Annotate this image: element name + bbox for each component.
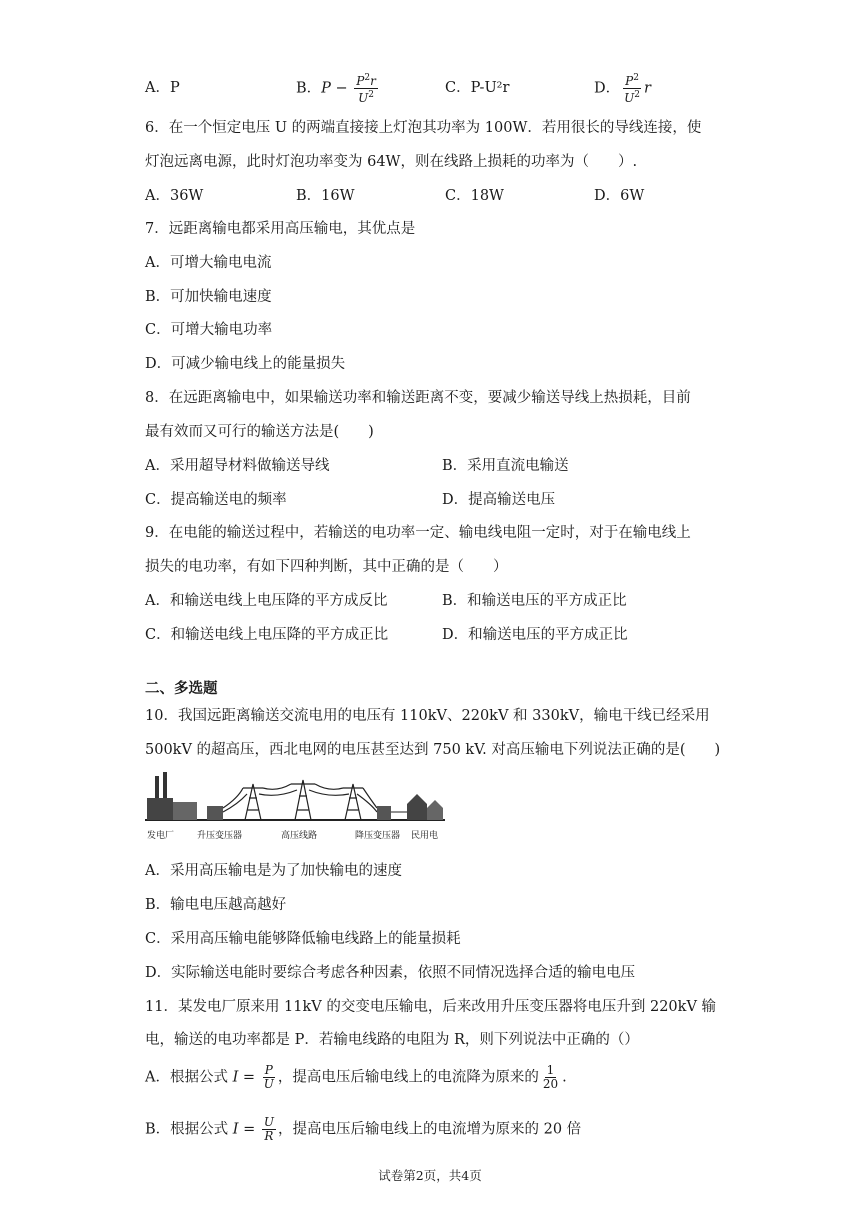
q11-option-b: B．根据公式 I = $\frac{U}{R}$ ，提高电压后输电线上的电流增为原来的 20 倍 xyxy=(145,1115,582,1143)
q10-option-b: B．输电电压越高越好 xyxy=(145,897,287,913)
q6-stem-line2: 灯泡远离电源，此时灯泡功率变为 64W，则在线路上损耗的功率为（ ）. xyxy=(145,154,638,170)
q8-option-b: B．采用直流电输送 xyxy=(442,458,569,474)
q9-option-b: B．和输送电压的平方成正比 xyxy=(442,593,627,609)
q5-option-a: A．P xyxy=(145,80,180,96)
q9-stem-line1: 9．在电能的输送过程中，若输送的电功率一定、输电线电阻一定时，对于在输电线上 xyxy=(145,525,691,541)
q8-stem-line2: 最有效而又可行的输送方法是( ) xyxy=(145,424,374,440)
q7-stem: 7．远距离输电都采用高压输电，其优点是 xyxy=(145,221,416,237)
q5-option-d: D． $\frac{P^2}{U^2}$ r xyxy=(594,73,651,105)
q10-option-c: C．采用高压输电能够降低输电线路上的能量损耗 xyxy=(145,931,461,947)
q11-option-a-suffix: ，提高电压后输电线上的电流降为原来的 xyxy=(277,1069,539,1086)
q10-option-d: D．实际输送电能时要综合考虑各种因素，依照不同情况选择合适的输电电压 xyxy=(145,965,636,981)
q8-stem-line1: 8．在远距离输电中，如果输送功率和输送距离不变，要减少输送导线上热损耗，目前 xyxy=(145,390,691,406)
q11-option-a-prefix: A．根据公式 xyxy=(145,1069,233,1086)
q10-stem-line2: 500kV 的超高压，西北电网的电压甚至达到 750 kV. 对高压输电下列说法正确的是( ) xyxy=(145,742,721,758)
q5-option-d-prefix: D． xyxy=(594,80,621,97)
q6-option-b: B．16W xyxy=(296,188,355,204)
figure-label-step-down: 降压变压器 xyxy=(355,831,401,841)
page-footer: 试卷第2页，共4页 xyxy=(378,1168,482,1183)
q7-option-a: A．可增大输电电流 xyxy=(145,255,272,271)
q8-option-d: D．提高输送电压 xyxy=(442,492,556,508)
figure-label-residential: 民用电 xyxy=(411,831,439,841)
q5-option-c: C．P-U²r xyxy=(445,80,510,96)
q7-option-d: D．可减少输电线上的能量损失 xyxy=(145,356,346,372)
q10-stem-line1: 10．我国远距离输送交流电用的电压有 110kV、220kV 和 330kV，输电干线已经采用 xyxy=(145,708,710,724)
q5-option-b: B．P − $\frac{P^2r}{U^2}$ xyxy=(296,73,376,105)
figure-label-hv-line: 高压线路 xyxy=(281,831,318,841)
q6-option-d: D．6W xyxy=(594,188,645,204)
q6-option-c: C．18W xyxy=(445,188,504,204)
section-heading-multiple-choice: 二、多选题 xyxy=(145,681,218,697)
q8-option-a: A．采用超导材料做输送导线 xyxy=(145,458,330,474)
figure-label-power-plant: 发电厂 xyxy=(147,831,175,841)
q6-option-a: A．36W xyxy=(145,188,204,204)
figure-label-step-up: 升压变压器 xyxy=(197,831,243,841)
q7-option-b: B．可加快输电速度 xyxy=(145,289,272,305)
q11-option-b-suffix: ，提高电压后输电线上的电流增为原来的 20 倍 xyxy=(278,1121,582,1138)
q11-stem-line2: 电，输送的电功率都是 P．若输电线路的电阻为 R，则下列说法中正确的（） xyxy=(145,1032,639,1048)
q9-option-d: D．和输送电压的平方成正比 xyxy=(442,627,628,643)
q9-stem-line2: 损失的电功率，有如下四种判断，其中正确的是（ ） xyxy=(145,559,508,575)
q8-option-c: C．提高输送电的频率 xyxy=(145,492,287,508)
q5-option-b-prefix: B． xyxy=(296,80,322,97)
power-transmission-illustration xyxy=(145,772,445,844)
q11-option-a: A．根据公式 I = $\frac{P}{U}$ ，提高电压后输电线上的电流降为原来的 $\frac{1}{20}$ . xyxy=(145,1063,567,1091)
q9-option-a: A．和输送电线上电压降的平方成反比 xyxy=(145,593,388,609)
q9-option-c: C．和输送电线上电压降的平方成正比 xyxy=(145,627,389,643)
q11-stem-line1: 11．某发电厂原来用 11kV 的交变电压输电，后来改用升压变压器将电压升到 220kV 输 xyxy=(145,999,717,1015)
q11-option-b-prefix: B．根据公式 xyxy=(145,1121,233,1138)
power-transmission-figure xyxy=(145,772,445,844)
q10-option-a: A．采用高压输电是为了加快输电的速度 xyxy=(145,863,402,879)
q7-option-c: C．可增大输电功率 xyxy=(145,322,273,338)
q6-stem-line1: 6．在一个恒定电压 U 的两端直接接上灯泡其功率为 100W．若用很长的导线连接，使 xyxy=(145,120,702,136)
